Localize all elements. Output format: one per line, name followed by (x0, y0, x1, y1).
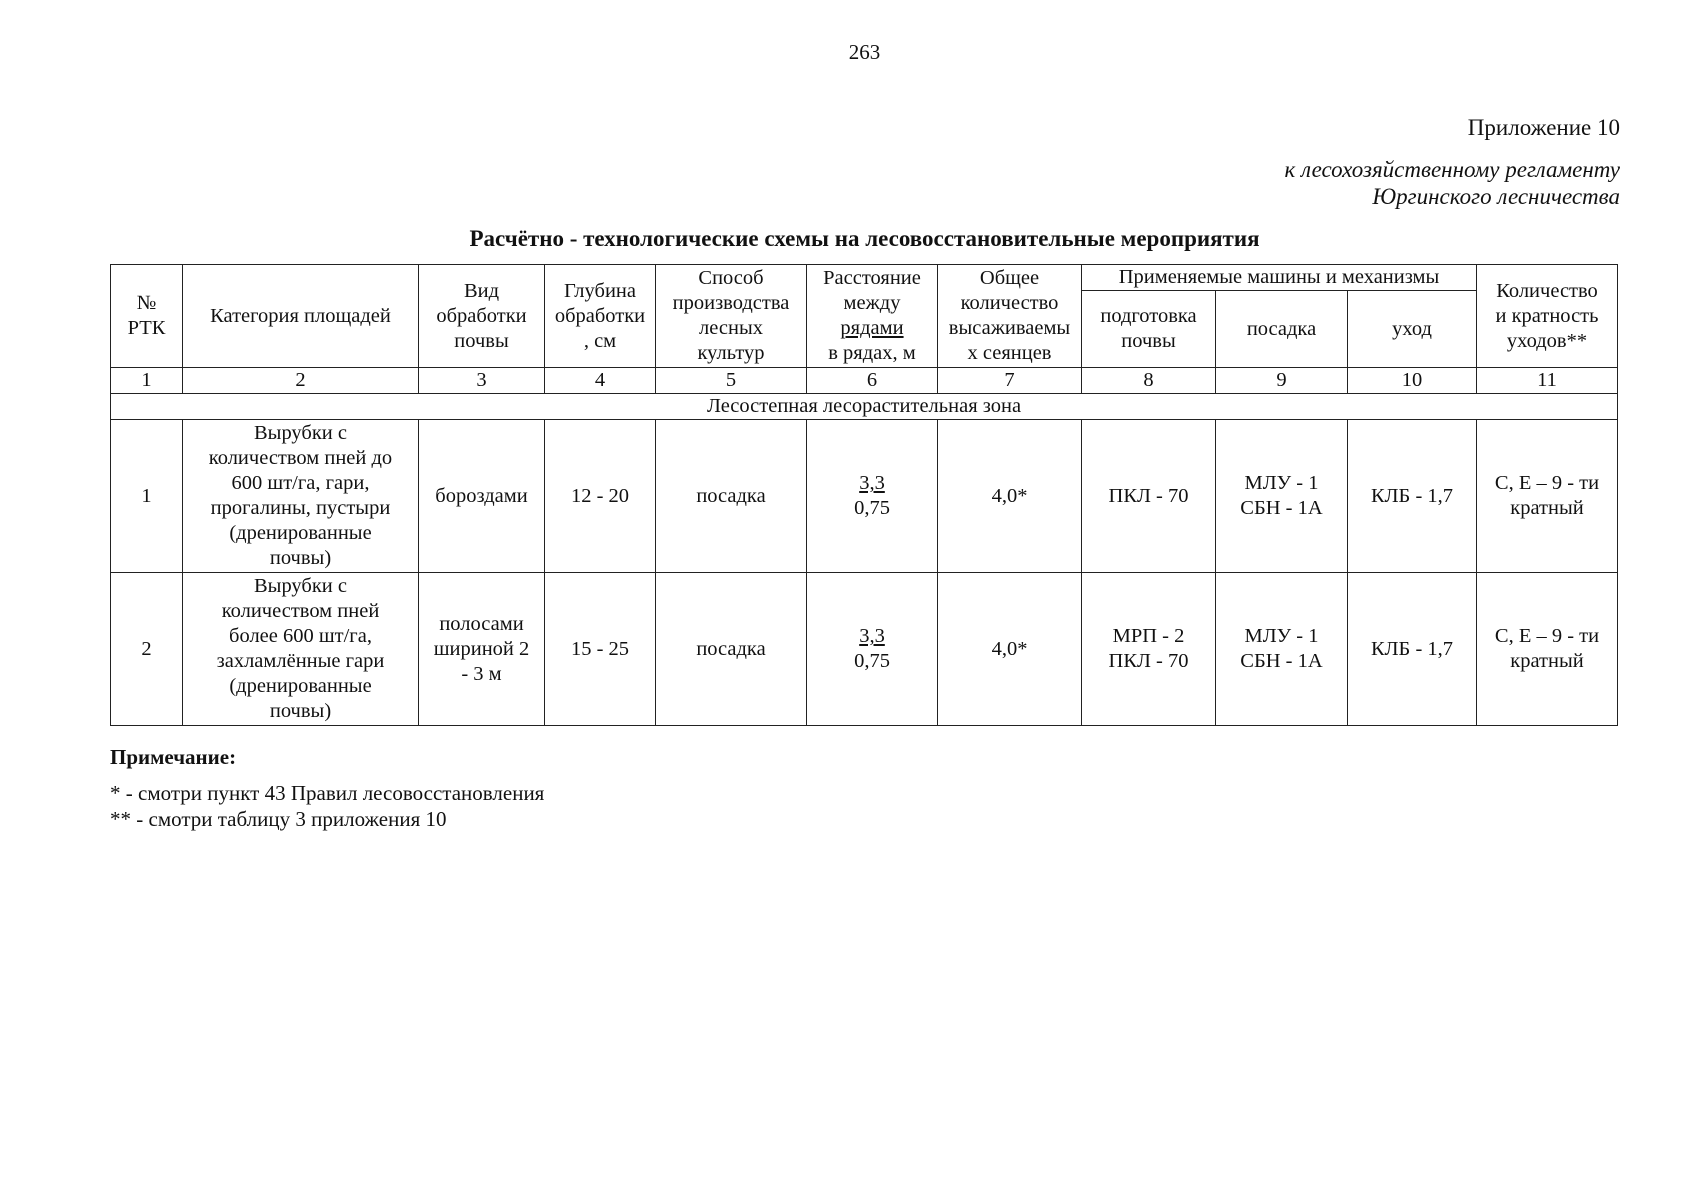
total-cell: 4,0* (938, 573, 1082, 726)
column-number: 5 (656, 368, 807, 394)
header-line: Количество (1496, 279, 1598, 302)
header-category: Категория площадей (183, 265, 419, 368)
header-care-count (1477, 265, 1618, 368)
schemes-table (110, 264, 1618, 726)
care-count-cell (1477, 420, 1618, 573)
header-line: Способ (698, 267, 764, 289)
header-line: х сеянцев (967, 342, 1052, 364)
column-number: 9 (1216, 368, 1348, 394)
cell-line: СБН - 1А (1240, 497, 1323, 519)
header-line: количество (960, 292, 1059, 314)
care-cell: КЛБ - 1,7 (1348, 420, 1477, 573)
column-number: 1 (111, 368, 183, 394)
appendix-subtitle (1284, 156, 1620, 210)
cell-line: количеством пней (221, 600, 380, 622)
cell-line: бороздами (435, 484, 528, 507)
header-line: Общее (979, 267, 1040, 289)
cell-line: (дренированные (229, 675, 372, 697)
header-line: подготовка (1100, 305, 1197, 327)
soil-prep-cell (1082, 420, 1216, 573)
column-number: 6 (807, 368, 938, 394)
cell-line: почвы) (269, 547, 332, 569)
header-line: почвы (1121, 330, 1176, 352)
header-soil-prep (1082, 291, 1216, 368)
category-cell (183, 573, 419, 726)
header-distance (807, 265, 938, 368)
header-rtk (111, 265, 183, 368)
header-line: производства (672, 292, 790, 314)
header-line: Вид (463, 279, 500, 302)
rtk-number: 1 (111, 420, 183, 573)
document-title: Расчётно - технологические схемы на лесовосстановительные мероприятия (469, 226, 1260, 251)
header-method (656, 265, 807, 368)
page-number: 263 (848, 40, 881, 64)
distance-between-rows: 3,3 (859, 472, 885, 494)
header-line: , см (583, 329, 617, 352)
cell-line: количеством пней до (208, 447, 393, 469)
cell-line: - 3 м (461, 662, 502, 685)
column-number: 8 (1082, 368, 1216, 394)
treatment-cell (419, 573, 545, 726)
cell-line: МЛУ - 1 (1244, 472, 1319, 494)
header-line: между (843, 292, 901, 314)
appendix-label: Приложение 10 (1467, 115, 1620, 140)
header-line: в рядах, м (828, 342, 916, 364)
notes-title: Примечание: (110, 745, 237, 769)
method-cell: посадка (656, 573, 807, 726)
header-line: № (136, 292, 157, 314)
column-number: 7 (938, 368, 1082, 394)
zone-row (111, 394, 1618, 420)
cell-line: полосами (439, 612, 524, 635)
header-line: уходов** (1506, 329, 1588, 352)
column-number: 3 (419, 368, 545, 394)
cell-line: шириной 2 (433, 637, 530, 660)
column-number: 2 (183, 368, 419, 394)
cell-line: СБН - 1А (1240, 650, 1323, 672)
cell-line: С, Е – 9 - ти (1494, 625, 1600, 647)
header-machines: Применяемые машины и механизмы (1082, 265, 1477, 291)
subtitle-line: Юргинского лесничества (1372, 184, 1620, 209)
header-line: высаживаемы (948, 317, 1071, 339)
header-line: лесных (699, 317, 763, 339)
table-row (111, 573, 1618, 726)
care-count-cell (1477, 573, 1618, 726)
cell-line: ПКЛ - 70 (1108, 650, 1189, 672)
note-item: * - смотри пункт 43 Правил лесовосстановления (110, 781, 545, 805)
table-header-row (111, 265, 1618, 291)
cell-line: более 600 шт/га, (229, 625, 372, 647)
cell-line: МЛУ - 1 (1244, 625, 1319, 647)
soil-prep-cell (1082, 573, 1216, 726)
column-number-row (111, 368, 1618, 394)
note-item: ** - смотри таблицу 3 приложения 10 (110, 807, 447, 831)
rtk-number: 2 (111, 573, 183, 726)
header-treatment (419, 265, 545, 368)
distance-in-rows: 0,75 (854, 497, 890, 519)
depth-cell: 12 - 20 (545, 420, 656, 573)
table-row (111, 420, 1618, 573)
category-cell (183, 420, 419, 573)
header-line: рядами (840, 317, 904, 339)
distance-cell (807, 573, 938, 726)
zone-label: Лесостепная лесорастительная зона (111, 394, 1618, 420)
cell-line: прогалины, пустыри (210, 497, 391, 519)
header-line: обработки (554, 304, 646, 327)
cell-line: (дренированные (229, 522, 372, 544)
distance-in-rows: 0,75 (854, 650, 890, 672)
cell-line: Вырубки с (254, 422, 347, 444)
cell-line: С, Е – 9 - ти (1494, 472, 1600, 494)
depth-cell: 15 - 25 (545, 573, 656, 726)
column-number: 10 (1348, 368, 1477, 394)
subtitle-line: к лесохозяйственному регламенту (1284, 157, 1620, 182)
header-line: обработки (436, 304, 527, 327)
header-line: и кратность (1495, 304, 1599, 327)
header-total (938, 265, 1082, 368)
cell-line: кратный (1510, 650, 1584, 672)
cell-line: Вырубки с (254, 575, 347, 597)
cell-line: ПКЛ - 70 (1108, 484, 1189, 507)
distance-fraction (854, 471, 890, 521)
header-planting: посадка (1216, 291, 1348, 368)
planting-cell (1216, 573, 1348, 726)
method-cell: посадка (656, 420, 807, 573)
header-care: уход (1348, 291, 1477, 368)
distance-cell (807, 420, 938, 573)
cell-line: кратный (1510, 497, 1584, 519)
total-cell: 4,0* (938, 420, 1082, 573)
care-cell: КЛБ - 1,7 (1348, 573, 1477, 726)
distance-fraction (854, 624, 890, 674)
notes-section (110, 744, 544, 832)
header-line: Глубина (564, 279, 636, 302)
header-line: РТК (127, 317, 166, 339)
cell-line: МРП - 2 (1112, 625, 1185, 647)
header-depth (545, 265, 656, 368)
cell-line: захламлённые гари (216, 650, 385, 672)
cell-line: 600 шт/га, гари, (231, 472, 370, 494)
column-number: 4 (545, 368, 656, 394)
header-line: культур (697, 342, 765, 364)
header-line: почвы (454, 329, 509, 352)
distance-between-rows: 3,3 (859, 625, 885, 647)
planting-cell (1216, 420, 1348, 573)
treatment-cell (419, 420, 545, 573)
header-line: Расстояние (823, 267, 921, 289)
column-number: 11 (1477, 368, 1618, 394)
cell-line: почвы) (269, 700, 332, 722)
